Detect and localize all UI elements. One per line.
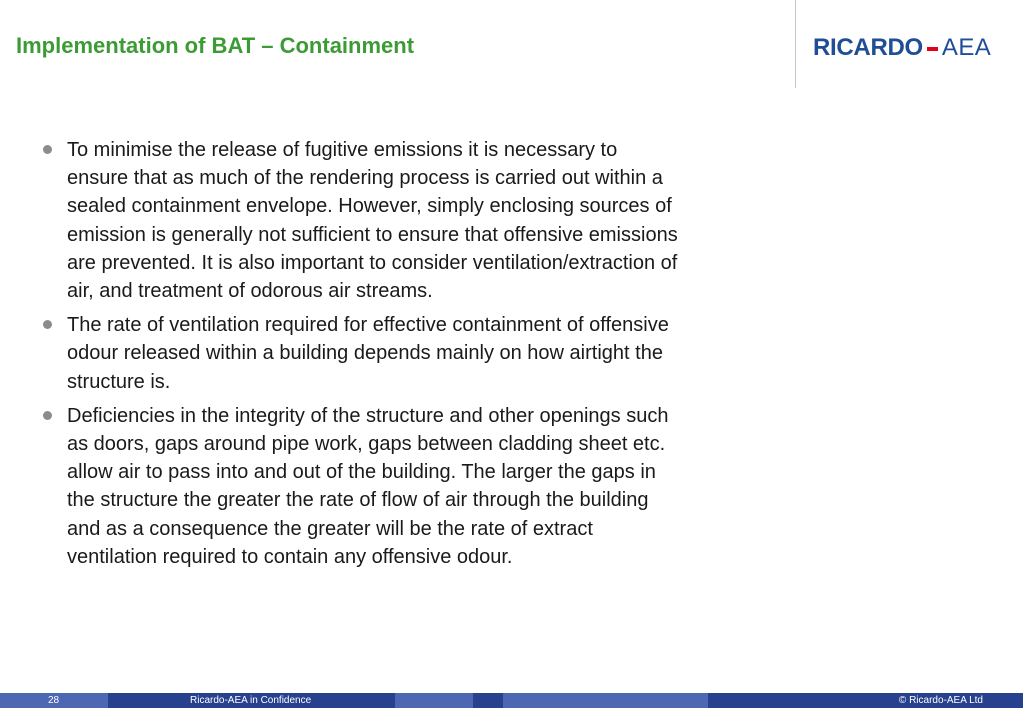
bullet-item (40, 136, 680, 305)
bullet-text: Deficiencies in the integrity of the structure and other openings such as doors, gaps around pipe work, gaps between cladding sheet etc. allow air to pass into and out of the building. The larger the gaps in the structure the greater the rate of flow of air through the building and as a consequence the greater will be the rate of extract ventilation required to contain any offensive odour. (67, 404, 669, 568)
bullet-dot-icon (43, 411, 52, 420)
logo-text-aea: AEA (941, 34, 992, 61)
footer-block (503, 693, 708, 708)
bullet-list (40, 136, 680, 577)
slide-title: Implementation of BAT – Containment (16, 33, 415, 58)
copyright-label: © Ricardo-AEA Ltd (898, 695, 983, 706)
footer-block (395, 693, 473, 708)
footer-bar (0, 693, 1023, 708)
bullet-item (40, 402, 680, 571)
page-number: 28 (48, 695, 60, 706)
bullet-text: The rate of ventilation required for effective containment of offensive odour released within a building depends mainly on how airtight the structure is. (67, 314, 669, 393)
bullet-dot-icon (43, 320, 52, 329)
confidentiality-label: Ricardo-AEA in Confidence (190, 695, 312, 706)
bullet-item (40, 311, 680, 396)
ricardo-aea-logo (813, 33, 991, 63)
logo-text-ricardo: RICARDO (813, 34, 923, 61)
logo-dash (927, 47, 938, 51)
bullet-text: To minimise the release of fugitive emissions it is necessary to ensure that as much of the rendering process is carried out within a sealed containment envelope. However, simply enclosing sources of emission is generally not sufficient to ensure that offensive emissions are prevented. It is also important to consider ventilation/extraction of air, and treatment of odorous air streams. (67, 139, 678, 303)
bullet-dot-icon (43, 145, 52, 154)
header-divider (795, 0, 796, 88)
